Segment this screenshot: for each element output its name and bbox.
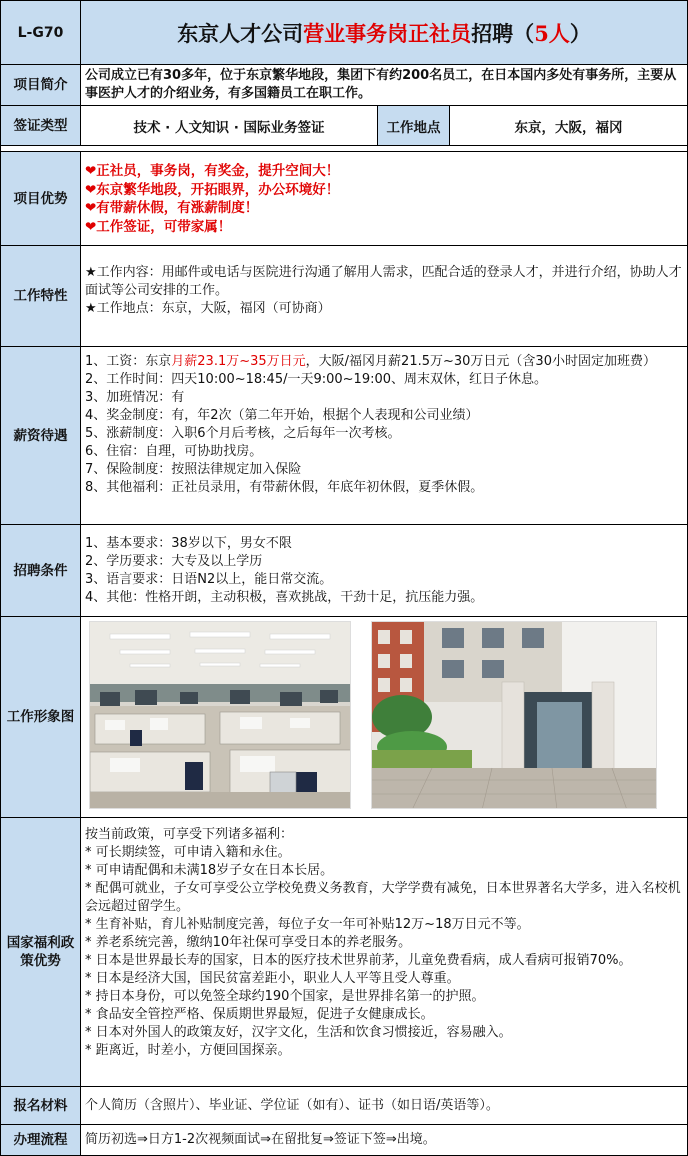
- visa-row: [1, 106, 687, 146]
- feature-line: ★工作内容：用邮件或电话与医院进行沟通了解用人需求，匹配合适的登录人才，并进行介绍，协助人才面试等公司安排的工作。: [85, 265, 682, 298]
- requirements-row: [1, 525, 687, 617]
- requirements-label: 招聘条件: [1, 525, 81, 616]
- location-value: 东京，大阪，福冈: [514, 119, 623, 136]
- advantages-label: 项目优势: [1, 152, 81, 245]
- policy-text: [81, 818, 687, 1086]
- advantage-item: ❤东京繁华地段，开拓眼界，办公环境好！: [85, 181, 340, 198]
- features-text: [81, 246, 687, 346]
- title-highlight: 营业事务岗正社员: [303, 20, 472, 46]
- salary-line1-pre: 1、工资：东京: [85, 354, 172, 369]
- policy-line: * 食品安全管控严格、保质期世界最短，促进子女健康成长。: [85, 1007, 434, 1022]
- policy-line: * 持日本身份，可以免签全球约190个国家，是世界排名第一的护照。: [85, 989, 485, 1004]
- process-label: 办理流程: [1, 1125, 81, 1155]
- policy-line: * 日本是经济大国，国民贫富差距小，职业人人平等且受人尊重。: [85, 971, 460, 986]
- requirement-line: 2、学历要求：大专及以上学历: [85, 554, 263, 569]
- intro-label: 项目简介: [1, 65, 81, 105]
- salary-tokyo-highlight: 月薪23.1万~35万日元: [171, 354, 306, 369]
- office-photo: [89, 621, 351, 809]
- materials-label: 报名材料: [1, 1087, 81, 1124]
- requirements-text: [81, 525, 687, 616]
- intro-text: 公司成立已有30多年，位于东京繁华地段，集团下有约200名员工，在日本国内多处有事务所，主要从事医护人才的介绍业务，有多国籍员工在职工作。: [85, 68, 677, 101]
- salary-line1-post: ，大阪/福冈月薪21.5万~30万日元（含30小时固定加班费）: [305, 354, 656, 369]
- salary-line: 8、其他福利：正社员录用，有带薪休假，年底年初休假，夏季休假。: [85, 480, 484, 495]
- building-photo: [371, 621, 657, 809]
- images-area: [81, 617, 687, 817]
- features-row: [1, 246, 687, 347]
- images-row: [1, 617, 687, 818]
- process-row: [1, 1125, 687, 1155]
- advantage-item: ❤工作签证，可带家属！: [85, 218, 232, 235]
- visa-value: 技术 · 人文知识 · 国际业务签证: [81, 106, 378, 145]
- policy-line: 按当前政策，可享受下列诸多福利：: [85, 827, 294, 842]
- requirement-line: 4、其他：性格开朗，主动积极，喜欢挑战，干劲十足，抗压能力强。: [85, 590, 484, 605]
- salary-line: 7、保险制度：按照法律规定加入保险: [85, 462, 302, 477]
- salary-line: 2、工作时间：四天10:00~18:45/一天9:00~19:00、周末双休，红日子休息。: [85, 372, 548, 387]
- feature-line: ★工作地点：东京，大阪，福冈（可协商）: [85, 301, 331, 316]
- requirement-line: 1、基本要求：38岁以下，男女不限: [85, 536, 292, 551]
- advantages-row: [1, 152, 687, 246]
- location-label: 工作地点: [378, 106, 450, 145]
- title-count: 5人: [534, 20, 570, 46]
- requirement-line: 3、语言要求：日语N2以上，能日常交流。: [85, 572, 333, 587]
- advantage-item: ❤有带薪休假，有涨薪制度！: [85, 200, 259, 216]
- title-close: ）: [569, 20, 591, 46]
- header-row: [1, 1, 687, 65]
- policy-line: * 配偶可就业，子女可享受公立学校免费义务教育，大学学费有减免，日本世界著名大学多，进入名校机会远超过留学生。: [85, 881, 681, 914]
- title-suffix: 招聘（: [471, 20, 535, 46]
- advantages-list: [81, 152, 687, 245]
- salary-line: 3、加班情况：有: [85, 390, 185, 405]
- materials-row: [1, 1087, 687, 1125]
- job-code: L-G70: [1, 1, 81, 64]
- policy-line: * 日本对外国人的政策友好，汉字文化，生活和饮食习惯接近，容易融入。: [85, 1025, 512, 1040]
- advantage-item: ❤正社员，事务岗，有奖金，提升空间大！: [85, 163, 340, 179]
- salary-row: [1, 347, 687, 525]
- salary-text: [81, 347, 687, 524]
- process-text: 简历初选⇒日方1-2次视频面试⇒在留批复⇒签证下签⇒出境。: [85, 1132, 436, 1147]
- salary-line: [85, 353, 683, 371]
- salary-label: 薪资待遇: [1, 347, 81, 524]
- policy-line: * 日本是世界最长寿的国家，日本的医疗技术世界前茅，儿童免费看病，成人看病可报销70%。: [85, 953, 632, 968]
- intro-row: [1, 65, 687, 106]
- policy-line: * 养老系统完善，缴纳10年社保可享受日本的养老服务。: [85, 935, 412, 950]
- policy-line: * 距离近，时差小，方便回国探亲。: [85, 1043, 291, 1058]
- policy-line: * 可申请配偶和未满18岁子女在日本长居。: [85, 863, 334, 878]
- policy-line: * 生育补贴，育儿补贴制度完善，每位子女一年可补贴12万~18万日元不等。: [85, 917, 530, 932]
- salary-line: 4、奖金制度：有，年2次（第二年开始，根据个人表现和公司业绩）: [85, 408, 479, 423]
- page-title: [81, 1, 687, 64]
- visa-label: 签证类型: [1, 106, 81, 145]
- salary-line: 5、涨薪制度：入职6个月后考核，之后每年一次考核。: [85, 426, 401, 441]
- title-prefix: 东京人才公司: [177, 20, 304, 46]
- policy-row: [1, 818, 687, 1087]
- materials-text: 个人简历（含照片）、毕业证、学位证（如有）、证书（如日语/英语等）。: [85, 1097, 499, 1113]
- policy-line: * 可长期续签，可申请入籍和永住。: [85, 845, 291, 860]
- features-label: 工作特性: [1, 246, 81, 346]
- policy-label: 国家福利政策优势: [1, 818, 81, 1086]
- salary-line: 6、住宿：自理，可协助找房。: [85, 444, 263, 459]
- images-label: 工作形象图: [1, 617, 81, 817]
